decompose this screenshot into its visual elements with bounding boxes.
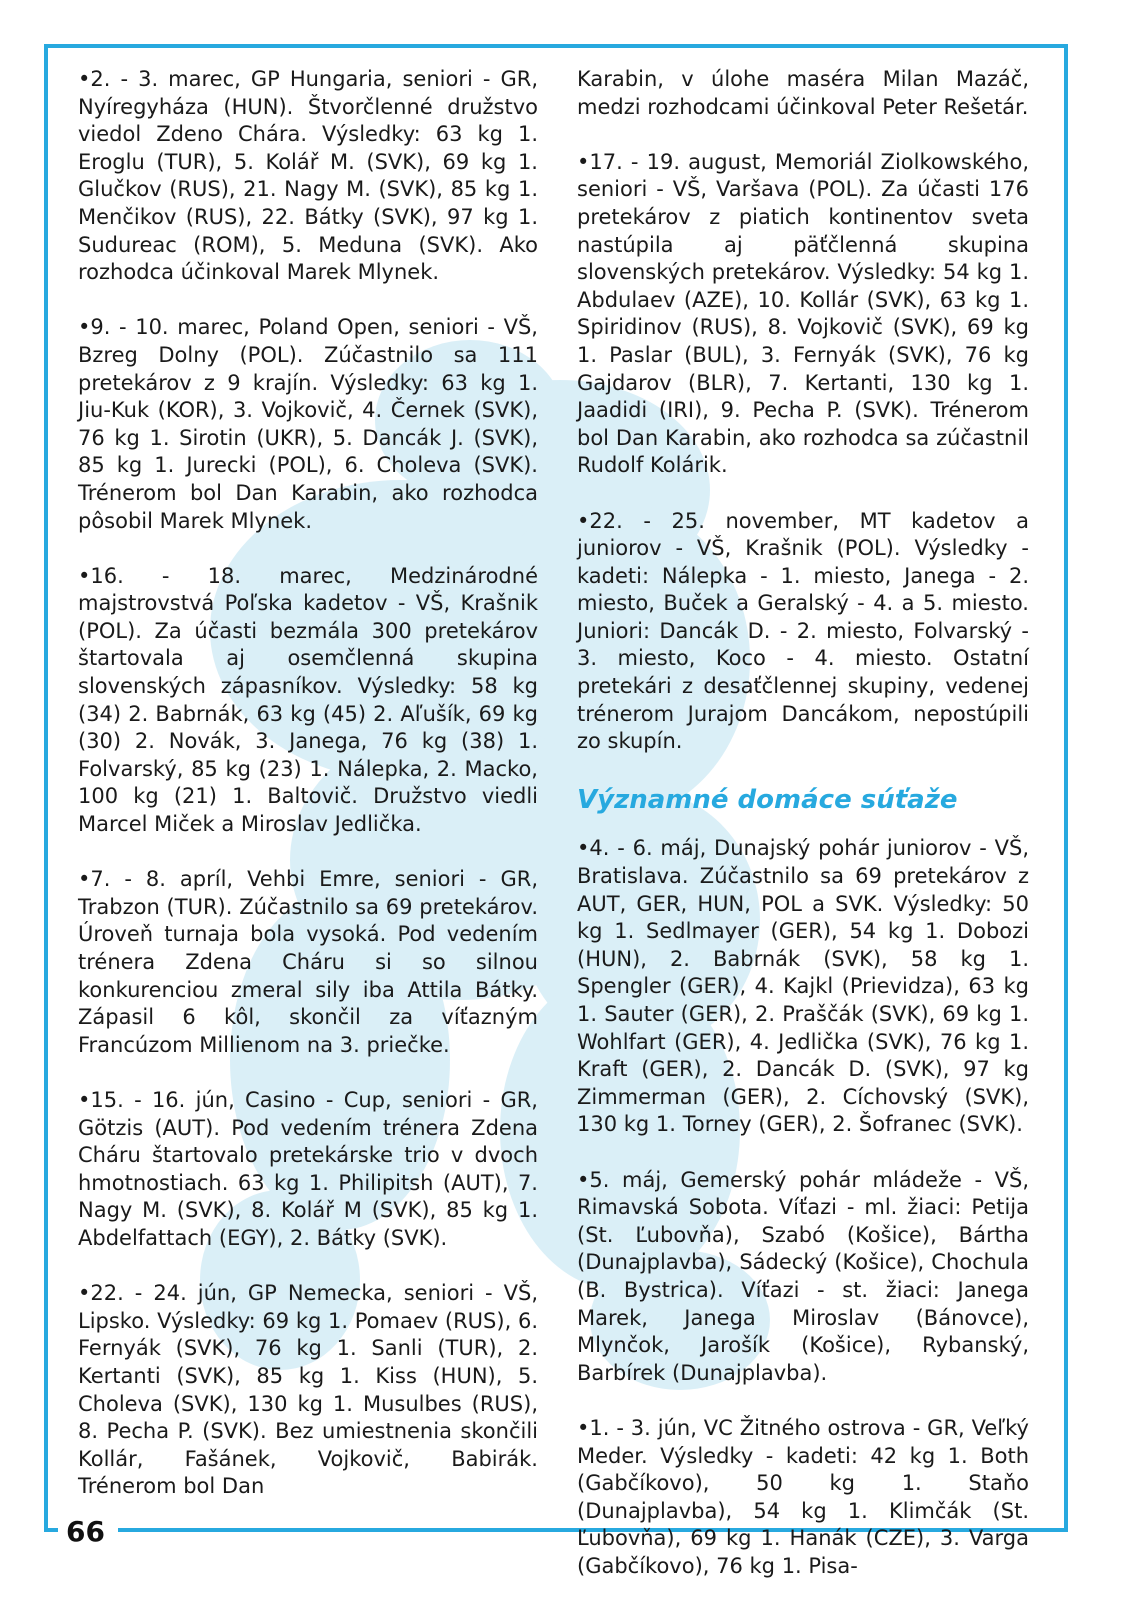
event-paragraph: Karabin, v úlohe maséra Milan Mazáč, medzi rozhodcami účinkoval Peter Rešetár.: [577, 67, 1029, 119]
page-number: 66: [66, 1515, 105, 1548]
event-paragraph: •22. - 24. jún, GP Nemecka, seniori - VŠ, Lipsko. Výsledky: 69 kg 1. Pomaev (RUS), 6. Fernyák (SVK), 76 kg 1. Sanli (TUR), 2. Kertanti (SVK), 85 kg 1. Kiss (HUN), 5. Choleva (SVK), 130 kg 1. Musulbes (RUS), 8. Pecha P. (SVK). Bez umiestnenia skončili Kollár, Fašánek, Vojkovič, Babirák. Trénerom bol Dan: [78, 1281, 538, 1499]
event-paragraph: •16. - 18. marec, Medzinárodné majstrovstvá Poľska kadetov - VŠ, Krašnik (POL). Za účasti bezmála 300 pretekárov štartovala aj osemčlenná skupina slovenských zápasníkov. Výsledky: 58 kg (34) 2. Babrnák, 63 kg (45) 2. Aľušík, 69 kg (30) 2. Novák, 3. Janega, 76 kg (38) 1. Folvarský, 85 kg (23) 1. Nálepka, 2. Macko, 100 kg (21) 1. Baltovič. Družstvo viedli Marcel Miček a Miroslav Jedlička.: [78, 563, 538, 837]
right-column: [577, 66, 1029, 1608]
event-paragraph: •2. - 3. marec, GP Hungaria, seniori - GR, Nyíregyháza (HUN). Štvorčlenné družstvo viedol Zdeno Chára. Výsledky: 63 kg 1. Eroglu (TUR), 5. Kolář M. (SVK), 69 kg 1. Glučkov (RUS), 21. Nagy M. (SVK), 85 kg 1. Menčikov (RUS), 22. Bátky (SVK), 97 kg 1. Sudureac (ROM), 5. Meduna (SVK). Ako rozhodca účinkoval Marek Mlynek.: [78, 67, 538, 285]
event-paragraph: •9. - 10. marec, Poland Open, seniori - VŠ, Bzreg Dolny (POL). Zúčastnilo sa 111 pretekárov z 9 krajín. Výsledky: 63 kg 1. Jiu-Kuk (KOR), 3. Vojkovič, 4. Černek (SVK), 76 kg 1. Sirotin (UKR), 5. Dancák J. (SVK), 85 kg 1. Jurecki (POL), 6. Choleva (SVK). Trénerom bol Dan Karabin, ako rozhodca pôsobil Marek Mlynek.: [78, 315, 538, 533]
event-paragraph: •5. máj, Gemerský pohár mládeže - VŠ, Rimavská Sobota. Víťazi - ml. žiaci: Petija (St. Ľubovňa), Szabó (Košice), Bártha (Dunajplavba), Sádecký (Košice), Chochula (B. Bystrica). Víťazi - st. žiaci: Janega Marek, Janega Miroslav (Bánovce), Mlynčok, Jarošík (Košice), Rybanský, Barbírek (Dunajplavba).: [577, 1167, 1029, 1385]
event-paragraph: •17. - 19. august, Memoriál Ziolkowského, seniori - VŠ, Varšava (POL). Za účasti 176 pretekárov z piatich kontinentov sveta nastúpila aj päťčlenná skupina slovenských pretekárov. Výsledky: 54 kg 1. Abdulaev (AZE), 10. Kollár (SVK), 63 kg 1. Spiridinov (RUS), 8. Vojkovič (SVK), 69 kg 1. Paslar (BUL), 3. Fernyák (SVK), 76 kg Gajdarov (BLR), 7. Kertanti, 130 kg 1. Jaadidi (IRI), 9. Pecha P. (SVK). Trénerom bol Dan Karabin, ako rozhodca sa zúčastnil Rudolf Kolárik.: [577, 149, 1029, 478]
left-column: [78, 66, 538, 1528]
event-paragraph: •7. - 8. apríl, Vehbi Emre, seniori - GR, Trabzon (TUR). Zúčastnilo sa 69 pretekárov. Úroveň turnaja bola vysoká. Pod vedením trénera Zdena Cháru si so silnou konkurenciou zmeral sily iba Attila Bátky. Zápasil 6 kôl, skončil za víťazným Francúzom Millienom na 3. priečke.: [78, 867, 538, 1057]
event-paragraph: •22. - 25. november, MT kadetov a juniorov - VŠ, Krašnik (POL). Výsledky - kadeti: Nálepka - 1. miesto, Janega - 2. miesto, Buček a Geralský - 4. a 5. miesto. Juniori: Dancák D. - 2. miesto, Folvarský - 3. miesto, Koco - 4. miesto. Ostatní pretekári z desaťčlennej skupiny, vedenej trénerom Jurajom Dancákom, nepostúpili zo skupín.: [577, 508, 1029, 754]
section-heading: Významné domáce súťaže: [577, 785, 958, 816]
event-paragraph: •15. - 16. jún, Casino - Cup, seniori - GR, Götzis (AUT). Pod vedením trénera Zdena Cháru štartovalo pretekárske trio v dvoch hmotnostiach. 63 kg 1. Philipitsh (AUT), 7. Nagy M. (SVK), 8. Kolář M (SVK), 85 kg 1. Abdelfattach (EGY), 2. Bátky (SVK).: [78, 1087, 538, 1250]
event-paragraph: •1. - 3. jún, VC Žitného ostrova - GR, Veľký Meder. Výsledky - kadeti: 42 kg 1. Both (Gabčíkovo), 50 kg 1. Staňo (Dunajplavba), 54 kg 1. Klimčák (St. Ľubovňa), 69 kg 1. Hanák (CZE), 3. Varga (Gabčíkovo), 76 kg 1. Pisa-: [577, 1415, 1029, 1578]
event-paragraph: •4. - 6. máj, Dunajský pohár juniorov - VŠ, Bratislava. Zúčastnilo sa 69 pretekárov z AUT, GER, HUN, POL a SVK. Výsledky: 50 kg 1. Sedlmayer (GER), 54 kg 1. Dobozi (HUN), 2. Babrnák (SVK), 58 kg 1. Spengler (GER), 4. Kajkl (Prievidza), 63 kg 1. Sauter (GER), 2. Praščák (SVK), 69 kg 1. Wohlfart (GER), 4. Jedlička (SVK), 76 kg 1. Kraft (GER), 2. Dancák D. (SVK), 97 kg Zimmerman (GER), 2. Cíchovský (SVK), 130 kg 1. Torney (GER), 2. Šofranec (SVK).: [577, 836, 1029, 1137]
